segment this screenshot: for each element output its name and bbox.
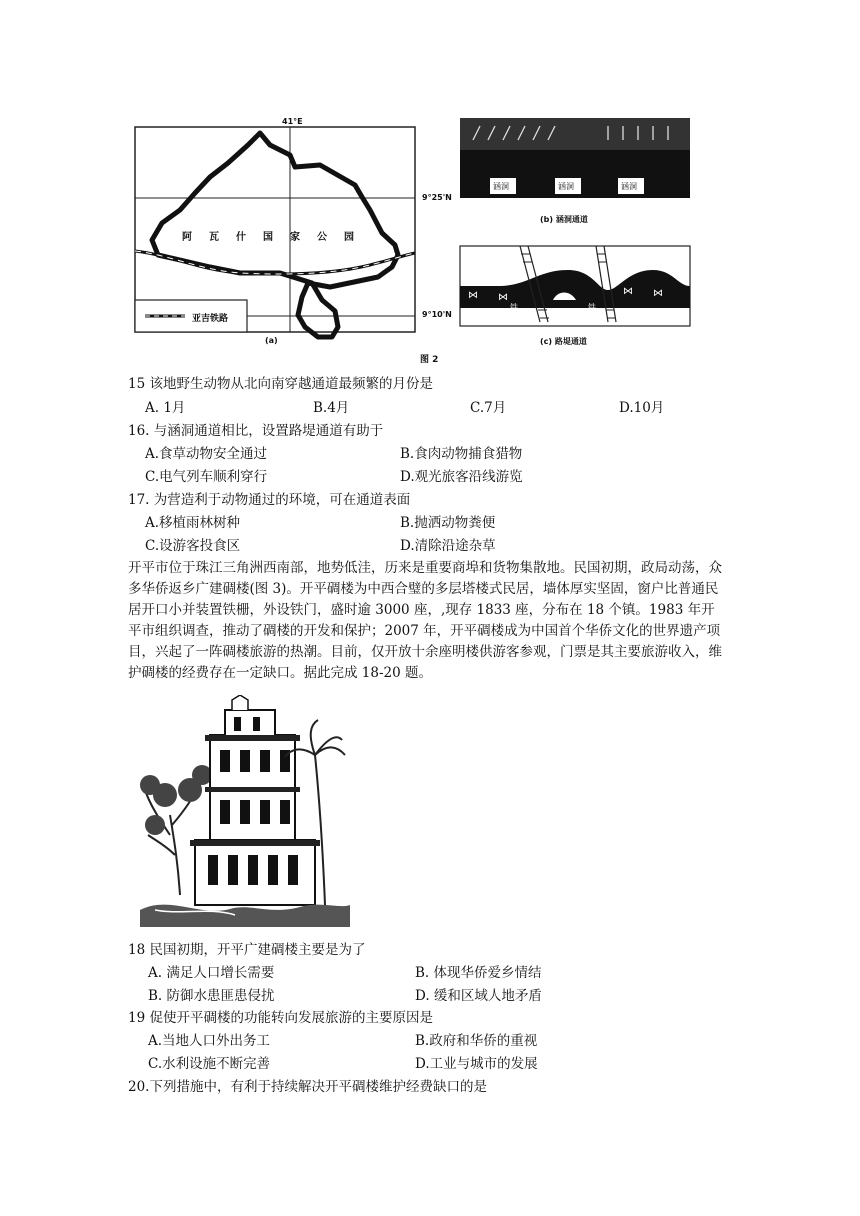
question-18-stem: 18 民国初期，开平广建碉楼主要是为了 [128,942,366,958]
question-15-option-a: A. 1月 [145,400,186,416]
longitude-label: 41°E [282,117,303,126]
question-20-stem: 20.下列措施中，有利于持续解决开平碉楼维护经费缺口的是 [128,1079,487,1095]
park-name: 阿瓦什国家公园 [182,232,371,243]
figure-2b-culvert [458,118,693,208]
svg-text:⋈: ⋈ [498,292,508,303]
question-17-option-a: A.移植雨林树种 [145,515,241,531]
question-18-option-c: B. 防御水患匪患侵扰 [148,988,275,1004]
figure-3-diaolou [140,695,350,927]
question-16-option-d: D.观光旅客沿线游览 [400,469,523,485]
question-16-option-a: A.食草动物安全通过 [145,446,268,462]
latitude-bottom-label: 9°10'N [422,310,452,319]
question-18-option-b: B. 体现华侨爱乡情结 [415,965,542,981]
passage-kaiping: 开平市位于珠江三角洲西南部，地势低洼，历来是重要商埠和货物集散地。民国初期，政局动荡，众多华侨返乡广建碉楼(图 3)。开平碉楼为中西合璧的多层塔楼式民居，墙体厚实坚固，窗户比普通民居开口小并装置铁栅，外设铁门，盛时逾 3000 座，,现存 1833 座，分布在 18 个镇。1983 年开平市组织调查，推动了碉楼的开发和保护；2007 年，开平碉楼成为中国首个华侨文化的世界遗产项目，兴起了一阵碉楼旅游的热潮。目前，仅开放十余座明楼供游客参观，门票是其主要旅游收入，维护碉楼的经费存在一定缺口。据此完成 18-20 题。 [128,560,722,681]
figure-2c-embankment [458,244,693,334]
question-17-stem: 17. 为营造利于动物通过的环境，可在通道表面 [128,492,411,508]
latitude-top-label: 9°25'N [422,193,452,202]
rail-label-2: 铁轨 [588,303,596,321]
figure-2-label: 图 2 [420,355,439,365]
panel-b-label: (b) 涵洞通道 [540,215,588,224]
question-19-option-a: A.当地人口外出务工 [148,1033,271,1049]
svg-text:⋈: ⋈ [623,286,633,297]
svg-text:⋈: ⋈ [468,290,478,301]
question-18-option-d: D. 缓和区域人地矛盾 [415,988,542,1004]
question-19-option-d: D.工业与城市的发展 [415,1056,538,1072]
question-17-option-d: D.清除沿途杂草 [400,538,496,554]
svg-text:⋈: ⋈ [653,288,663,299]
culvert-label: 涵洞 [493,182,509,191]
question-17-option-b: B.抛洒动物粪便 [400,515,496,531]
legend-label: 亚吉铁路 [192,314,229,324]
question-15-option-c: C.7月 [470,400,507,416]
culvert-label: 涵洞 [621,182,637,191]
question-15-stem: 15 该地野生动物从北向南穿越通道最频繁的月份是 [128,376,433,392]
question-19-option-b: B.政府和华侨的重视 [415,1033,538,1049]
question-15-option-b: B.4月 [313,400,350,416]
question-19-option-c: C.水利设施不断完善 [148,1056,271,1072]
question-15-option-d: D.10月 [619,400,665,416]
question-16-stem: 16. 与涵洞通道相比，设置路堤通道有助于 [128,423,384,439]
question-17-option-c: C.设游客投食区 [145,538,241,554]
panel-c-label: (c) 路堤通道 [540,337,587,346]
question-16-option-c: C.电气列车顺利穿行 [145,469,268,485]
question-18-option-a: A. 满足人口增长需要 [148,965,275,981]
question-19-stem: 19 促使开平碉楼的功能转向发展旅游的主要原因是 [128,1010,433,1026]
rail-label-1: 铁轨 [510,303,518,321]
panel-a-label: (a) [265,336,278,345]
culvert-label: 涵洞 [558,182,574,191]
question-16-option-b: B.食肉动物捕食猎物 [400,446,523,462]
